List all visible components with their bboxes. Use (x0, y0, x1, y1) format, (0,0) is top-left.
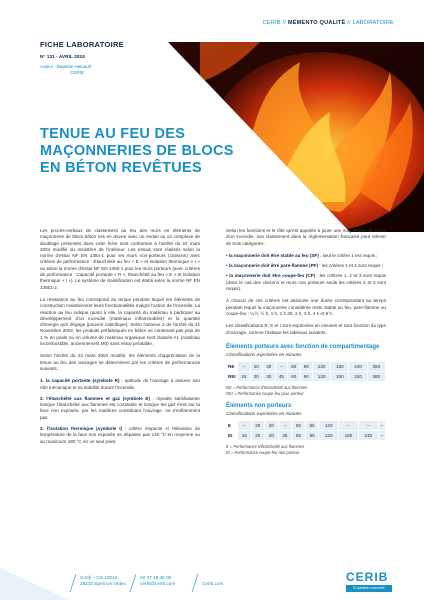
classification-paragraph: Les classifications R, E et I sont exprimées en minutes et sont fonction du type d'ouvrage, comme l'indique les tableaux suivants. (226, 323, 386, 335)
header-memento: MÉMENTO QUALITÉ (287, 20, 346, 26)
right-column (226, 228, 386, 462)
criteria-intro: Selon l'arrêté du 22 mars 2004 modifié, les éléments d'appréciation de la tenue au feu des ouvrages se déterminent par les critères de performances suivants : (40, 353, 200, 371)
functions-paragraph: Selon les fonctions et le rôle qu'est appelée à jouer une maçonnerie au cours d'un incendie, son classement dans la réglementation française peut relever de trois catégories : (226, 228, 386, 246)
cerib-logo (346, 570, 392, 594)
table-row: EI 15 20 30 45 60 90 120 180 240 – (227, 431, 385, 440)
footer-contact (140, 575, 175, 587)
classification-table (226, 420, 386, 441)
classification-table (226, 361, 386, 382)
table-caption: Classifications exprimées en minutes (226, 411, 302, 417)
author-org: CERIB (70, 70, 84, 75)
table-row: RE – 20 30 – 60 90 120 180 240 360 (227, 362, 385, 371)
author-line: Auteur : Baptiste Hainault (40, 64, 92, 69)
table-row: REI 15 20 30 45 60 90 120 180 240 360 (227, 372, 385, 381)
category-item: • la maçonnerie doit être pare-flamme (PF) : les critères 1 et 2 sont requis ; (226, 263, 384, 269)
table-title: Éléments non porteurs (226, 402, 292, 409)
table-row: E – 20 30 – 60 90 120 – – – (227, 421, 385, 430)
row-label: RE (227, 362, 237, 371)
criterion-item: 3. l'isolation thermique (symbole I) : critère respecté si l'élévation de température de la face non exposée ne dépasse pas 140 °C en moyenne ou au maximum 180 °C en un seul point. (40, 426, 201, 444)
fiche-issue: N° 131 · AVRIL 2024 (40, 55, 85, 60)
fiche-author (40, 64, 124, 76)
duration-paragraph: À chacun de ces critères est associée une durée correspondant au temps pendant lequel la maçonnerie considérée reste stable au feu, pare-flamme ou coupe-feu : ¼ h, ½ h, 1 h, 1 h 30, 2 h, 3 h, 4 h et 6 h. (226, 298, 386, 316)
row-label: REI (227, 372, 237, 381)
intro-paragraph: Les procès-verbaux de classement au feu des murs en éléments de maçonnerie de blocs béton mis en œuvre avec un enduit ou un complexe de doublage présentés dans cette fiche sont conformes à l'arrêté du 22 mars 2004 modifié du ministère de l'intérieur. Les essais sont réalisés selon la norme d'essai NF EN 1364-1 pour les murs non-porteurs (cloisons) avec critères de performance : Étanchéité au feu « E » et Isolation thermique « I » ou selon la norme d'essai NF EN 1365-1 pour les murs porteurs (avec critères de performance : Capacité portante « R », Étanchéité au feu « E » et Isolation thermique « I »). Le système de classification est établi selon la norme NF EN 13501-2. (40, 228, 200, 290)
left-column (40, 228, 200, 450)
footer-address: Cerib – CS 10010 28233 Épernon cedex (80, 575, 126, 586)
row-label: E (227, 421, 237, 430)
table-section (226, 403, 386, 455)
title-line-1: TENUE AU FEU DES (40, 126, 186, 142)
logo-word: CERIB (346, 570, 389, 584)
criteria-list (40, 378, 200, 445)
resistance-paragraph: La résistance au feu correspond au temps pendant lequel les éléments de construction maintiennent leurs fonctionnalités malgré l'action de l'incendie. La réaction au feu indique quant à elle, la capacité du matériau à participer au développement d'un incendie (matériaux inflammables) et la quantité d'énergie qu'il dégage (pouvoir calorifique). Selon l'annexe 3 de l'arrêté du 21 Novembre 2002, les produits préfabriqués en béton ne contenant pas plus de 1 % en poids ou en volume de matériau organique sont classés A1 (matériau incombustible, anciennement M0) sans essai préalable. (40, 296, 200, 347)
footer-email[interactable]: cerib@cerib.com (140, 581, 176, 586)
table-caption: Classifications exprimées en minutes (226, 352, 302, 358)
fiche-block (40, 40, 124, 76)
table-legend: RE = Performance d'étanchéité aux flammes REI = Performance coupe-feu pour porteur (226, 385, 308, 396)
table-title: Éléments porteurs avec fonction de compartimentage (226, 343, 380, 350)
title-line-3: EN BÉTON REVÊTUES (40, 160, 202, 176)
criterion-item: 2. l'étanchéité aux flammes et gaz (symbole E) : réputée satisfaisante lorsque l'étanchéité aux flammes est constatée et lorsque les gaz émis sur la face non exposée, par les matières constituant l'ouvrage, ne s'enflamment pas. (40, 395, 200, 420)
logo-tagline: Expertise concrète (346, 585, 392, 592)
header-brand: CERIB (262, 20, 281, 26)
category-item: • la maçonnerie doit être stable au feu (SF) : seul le critère 1 est requis ; (226, 252, 378, 258)
criterion-item: 1. la capacité portante (symbole R) : aptitude de l'ouvrage à assurer son rôle mécanique et sa stabilité durant l'incendie. (40, 378, 201, 390)
fiche-title: FICHE LABORATOIRE (40, 40, 124, 49)
page-title (40, 126, 360, 177)
header-breadcrumb: CERIB // MÉMENTO QUALITÉ // LABORATOIRE (262, 20, 394, 26)
footer-phone[interactable]: 02 37 18 48 00 (140, 575, 172, 580)
title-line-2: MAÇONNERIES DE BLOCS (40, 143, 234, 159)
header-lab: LABORATOIRE (352, 20, 394, 26)
table-section (226, 344, 386, 396)
row-label: EI (227, 431, 237, 440)
category-item: • la maçonnerie doit être coupe-feu (CF) : les critères 1, 2 et 3 sont requis (dans le cas des cloisons et murs non porteurs seuls les critères 2 et 3 sont requis). (226, 273, 386, 292)
table-legend: E = Performance d'étanchéité aux flammes EI = Performance coupe-feu non porteur (226, 444, 305, 455)
footer-website[interactable]: Cerib.com (202, 581, 224, 586)
